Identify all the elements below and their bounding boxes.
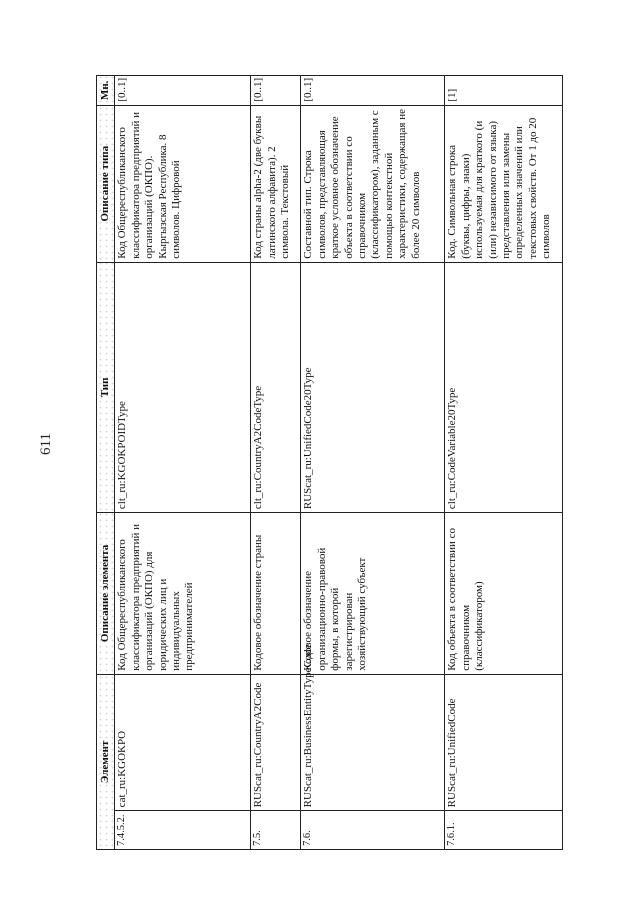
row-number: 7.6.: [301, 811, 445, 850]
element-name: RUScat_ru:UnifiedCode: [445, 674, 563, 811]
multiplicity: [0..1]: [115, 76, 251, 106]
row-number: 7.6.1.: [445, 811, 563, 850]
table-header-row: [97, 76, 115, 850]
type-description: Код Общереспубликанского классификатора предприятий и организаций (ОКПО). Кыргызская Республика. 8 символов. Цифровой: [115, 105, 251, 262]
rotated-page-content: [96, 75, 553, 850]
multiplicity: [1]: [445, 76, 563, 106]
header-element: Элемент: [97, 674, 115, 849]
header-type-description: Описание типа: [97, 105, 115, 262]
type-description: Составной тип. Строка символов, представляющая краткое условное обозначение объекта в соответствии со справочником (классификатором), заданным с помощью контекстной характеристики, содержащая не более 20 символов: [301, 105, 445, 262]
element-name: cat_ru:KGOKPO: [115, 674, 251, 811]
header-multiplicity: Мн.: [97, 76, 115, 106]
table-row: [445, 76, 563, 850]
table-row: [301, 76, 445, 850]
type-description: Код. Символьная строка (буквы, цифры, знаки) используемая для краткого (и (или) независимого от языка) представления или замены определенных значений или текстовых свойств. От 1 до 20 символов: [445, 105, 563, 262]
type-name: clt_ru:KGOKPOIDType: [115, 262, 251, 512]
table-row: [115, 76, 251, 850]
multiplicity: [0..1]: [251, 76, 301, 106]
element-name: RUScat_ru:BusinessEntityTypeCode: [301, 674, 445, 811]
type-name: clt_ru:CodeVariable20Type: [445, 262, 563, 512]
multiplicity: [0..1]: [301, 76, 445, 106]
element-description: Кодовое обозначение организационно-правовой формы, в которой зарегистрирован хозяйствующий субъект: [301, 513, 445, 675]
type-name: clt_ru:CountryA2CodeType: [251, 262, 301, 512]
row-number: 7.5.: [251, 811, 301, 850]
row-number: 7.4.5.2.: [115, 811, 251, 850]
element-description: Кодовое обозначение страны: [251, 513, 301, 675]
element-description: Код объекта в соответствии со справочником (классификатором): [445, 513, 563, 675]
type-description: Код страны alpha-2 (две буквы латинского алфавита). 2 символа. Текстовый: [251, 105, 301, 262]
table-row: [251, 76, 301, 850]
element-description: Код Общереспубликанского классификатора предприятий и организаций (ОКПО) для юридических лиц и индивидуальных предпринимателей: [115, 513, 251, 675]
type-name: RUScat_ru:UnifiedCode20Type: [301, 262, 445, 512]
header-type: Тип: [97, 262, 115, 512]
page-number: 611: [38, 433, 54, 455]
element-name: RUScat_ru:CountryA2Code: [251, 674, 301, 811]
header-element-description: Описание элемента: [97, 513, 115, 675]
element-table: [96, 75, 563, 850]
